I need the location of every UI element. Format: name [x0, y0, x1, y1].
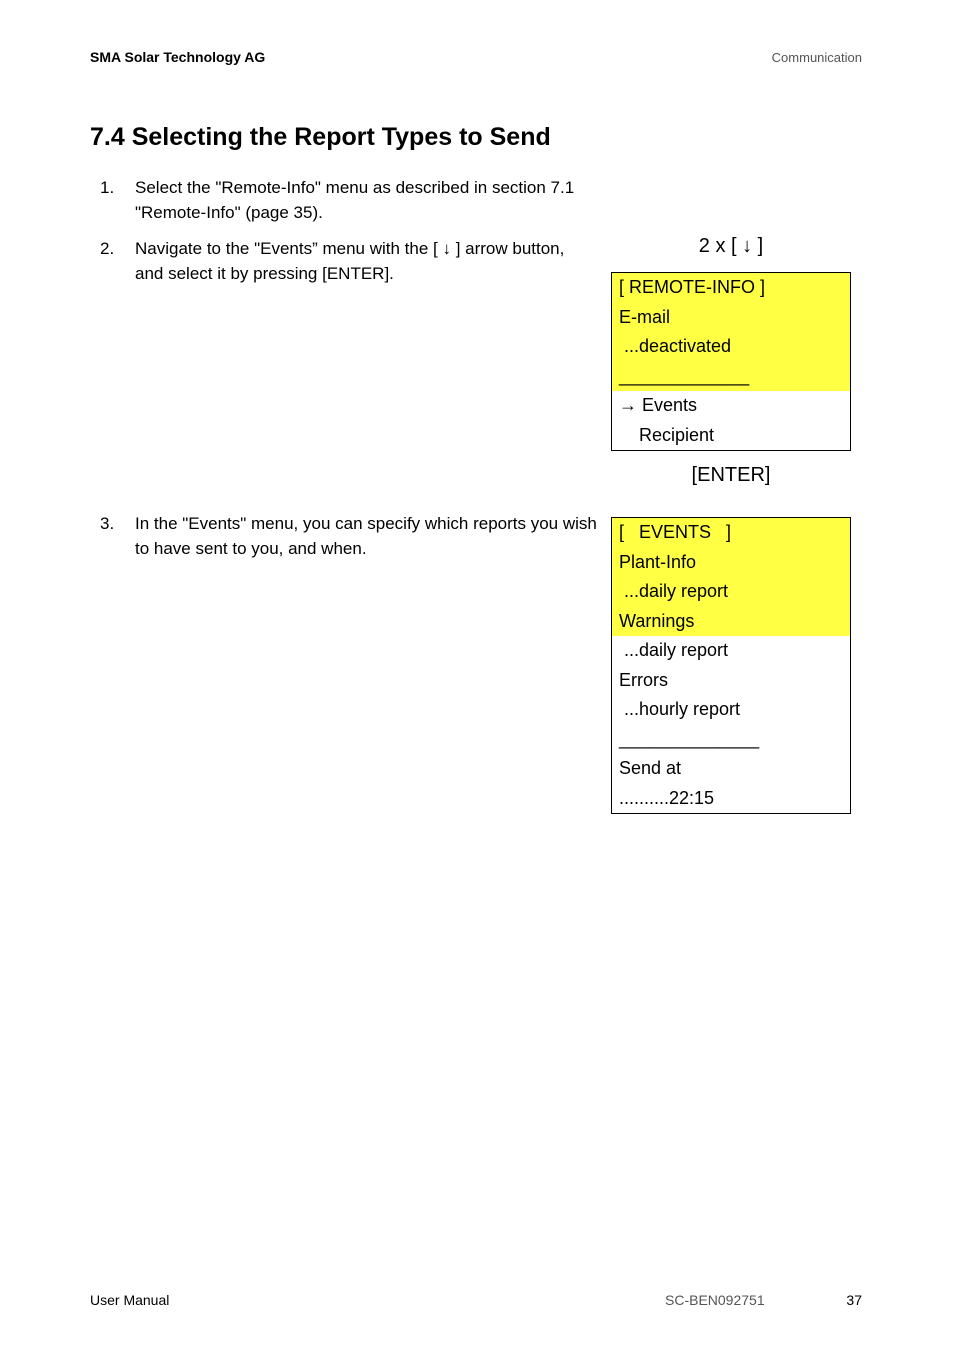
step-number: 3.: [100, 514, 115, 533]
step-line: Select the "Remote-Info" menu as described in section 7.1: [135, 178, 575, 197]
display-events: [611, 517, 851, 814]
step-number: 1.: [100, 178, 115, 197]
display-row: E-mail: [612, 303, 850, 333]
key-caption-down: 2 x [ ↓ ]: [698, 235, 764, 257]
display-row: Errors: [619, 669, 668, 690]
step-number: 2.: [100, 239, 115, 258]
display-row: [ REMOTE-INFO ]: [612, 273, 850, 303]
step-line: In the "Events" menu, you can specify which reports you wish: [135, 514, 597, 533]
section-title: 7.4 Selecting the Report Types to Send: [90, 123, 551, 151]
display-row: Plant-Info: [612, 548, 850, 578]
display-row: Recipient: [619, 424, 715, 445]
display-row: [ EVENTS ]: [612, 518, 850, 548]
step-line: to have sent to you, and when.: [135, 539, 367, 558]
footer-doc-code: SC-BEN092751: [665, 1292, 765, 1308]
step-line: Navigate to the "Events” menu with the [ ↓ ] arrow button,: [135, 239, 565, 258]
display-row: ______________: [619, 728, 760, 749]
header-company: SMA Solar Technology AG: [90, 49, 266, 65]
step-text: [135, 236, 564, 286]
display-row: ...daily report: [612, 577, 850, 607]
display-row: ...deactivated: [612, 332, 850, 362]
display-row: ...hourly report: [619, 699, 741, 719]
footer-doc-type: User Manual: [90, 1292, 170, 1308]
display-row: Warnings: [612, 607, 850, 637]
display-row: → Events: [619, 395, 698, 415]
display-row: _____________: [612, 362, 850, 392]
display-row: Send at: [619, 758, 682, 778]
step-line: "Remote-Info" (page 35).: [135, 203, 323, 222]
step-3: [100, 511, 600, 561]
key-caption-enter: [ENTER]: [691, 464, 771, 486]
page-number: 37: [846, 1292, 862, 1308]
step-2: [100, 236, 600, 286]
step-1: [100, 175, 600, 225]
header-section: Communication: [771, 50, 862, 65]
display-row: ..........22:15: [619, 787, 715, 808]
step-text: [135, 511, 597, 561]
step-text: [135, 175, 574, 225]
display-row: ...daily report: [619, 640, 729, 660]
display-remote-info: [611, 272, 851, 451]
step-line: and select it by pressing [ENTER].: [135, 264, 394, 283]
